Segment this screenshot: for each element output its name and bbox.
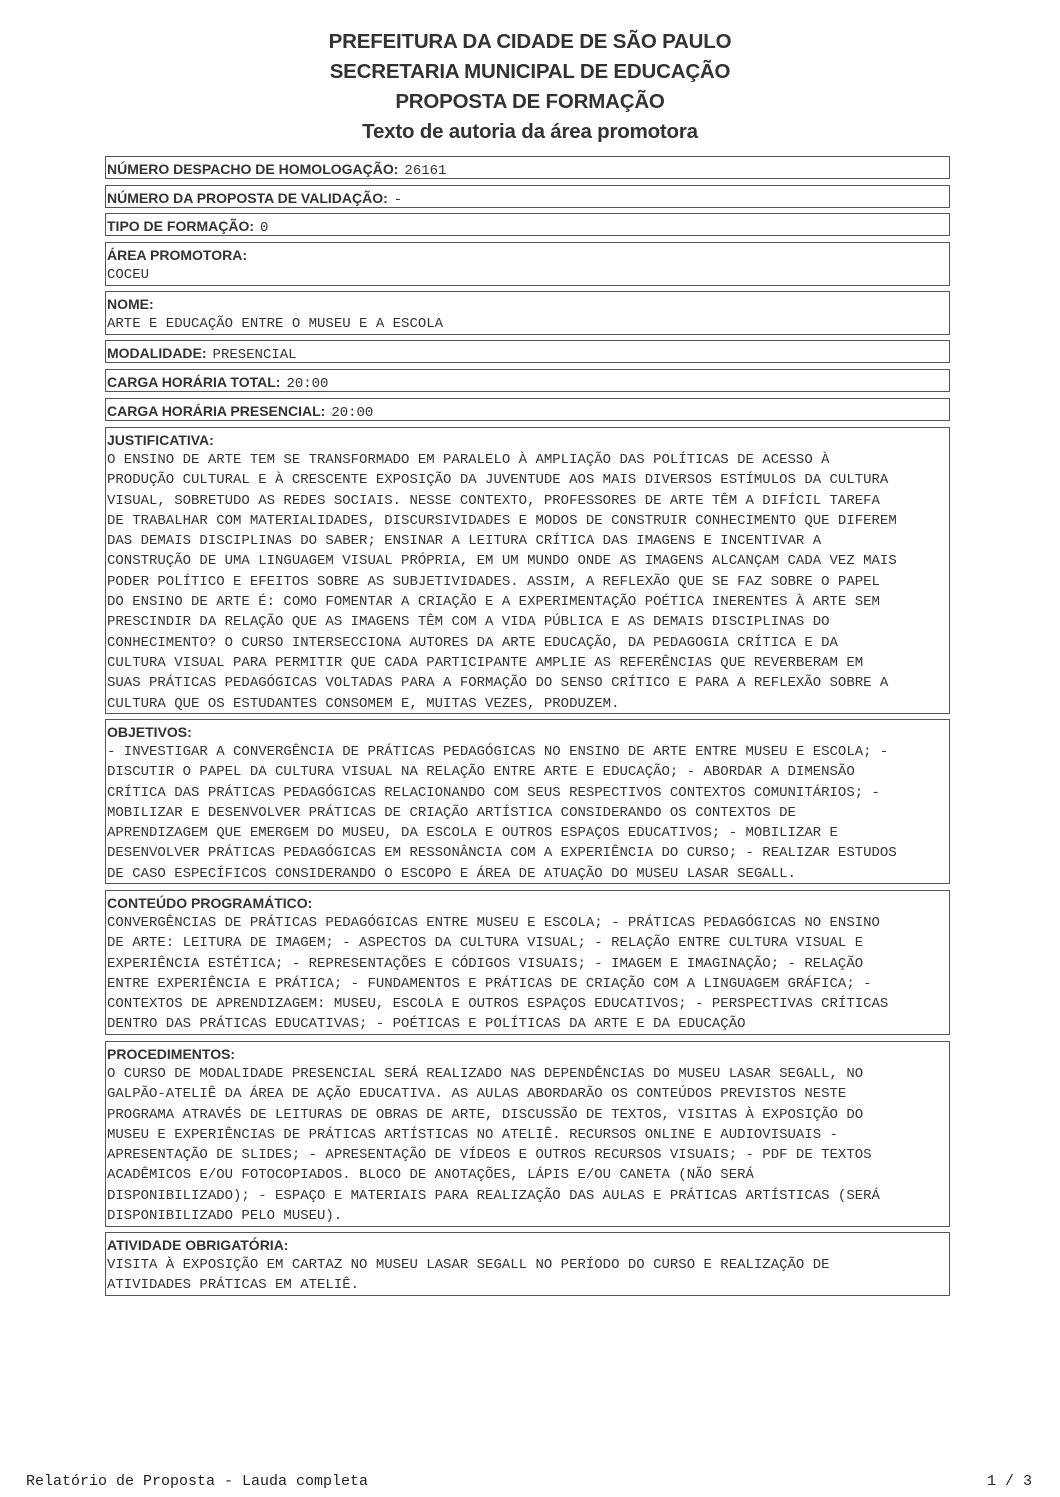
field-despacho (105, 156, 950, 179)
field-carga-total (105, 369, 950, 392)
field-label: CARGA HORÁRIA PRESENCIAL: (107, 403, 326, 419)
field-value: O CURSO DE MODALIDADE PRESENCIAL SERÁ REALIZADO NAS DEPENDÊNCIAS DO MUSEU LASAR SEGALL, NO GALPÃO-ATELIÊ DA ÁREA DE AÇÃO EDUCATIVA. AS AULAS ABORDARÃO OS CONTEÚDOS PREVISTOS NESTE PROGRAMA ATRAVÉS DE LEITURAS DE OBRAS DE ARTE, DISCUSSÃO DE TEXTOS, VISITAS À EXPOSIÇÃO DO MUSEU E EXPERIÊNCIAS DE PRÁTICAS ARTÍSTICAS NO ATELIÊ. RECURSOS ONLINE E AUDIOVISUAIS - APRESENTAÇÃO DE SLIDES; - APRESENTAÇÃO DE VÍDEOS E OUTROS RECURSOS VISUAIS; - PDF DE TEXTOS ACADÊMICOS E/OU FOTOCOPIADOS. BLOCO DE ANOTAÇÕES, LÁPIS E/OU CANETA (NÃO SERÁ DISPONIBILIZADO); - ESPAÇO E MATERIAIS PARA REALIZAÇÃO DAS AULAS E PRÁTICAS ARTÍSTICAS (SERÁ DISPONIBILIZADO PELO MUSEU). (107, 1066, 880, 1225)
header-prefeitura: PREFEITURA DA CIDADE DE SÃO PAULO (328, 30, 732, 53)
field-value: CONVERGÊNCIAS DE PRÁTICAS PEDAGÓGICAS ENTRE MUSEU E ESCOLA; - PRÁTICAS PEDAGÓGICAS NO ENSINO DE ARTE: LEITURA DE IMAGEM; - ASPECTOS DA CULTURA VISUAL; - RELAÇÃO ENTRE CULTURA VISUAL E EXPERIÊNCIA ESTÉTICA; - REPRESENTAÇÕES E CÓDIGOS VISUAIS; - IMAGEM E IMAGINAÇÃO; - RELAÇÃO ENTRE EXPERIÊNCIA E PRÁTICA; - FUNDAMENTOS E PRÁTICAS DE CRIAÇÃO COM A LINGUAGEM GRÁFICA; - CONTEXTOS DE APRENDIZAGEM: MUSEU, ESCOLA E OUTROS ESPAÇOS EDUCATIVOS; - PERSPECTIVAS CRÍTICAS DENTRO DAS PRÁTICAS EDUCATIVAS; - POÉTICAS E POLÍTICAS DA ARTE E DA EDUCAÇÃO (107, 915, 889, 1033)
field-conteudo-programatico (105, 890, 950, 1035)
field-label: CONTEÚDO PROGRAMÁTICO: (107, 895, 313, 911)
footer-report-title: Relatório de Proposta - Lauda completa (26, 1473, 369, 1490)
header-proposta: PROPOSTA DE FORMAÇÃO (395, 90, 665, 113)
field-value: PRESENCIAL (212, 347, 297, 363)
document-header (0, 27, 1060, 147)
field-value: 0 (260, 220, 269, 236)
field-procedimentos (105, 1041, 950, 1227)
field-label: NOME: (107, 296, 154, 312)
field-value: - INVESTIGAR A CONVERGÊNCIA DE PRÁTICAS PEDAGÓGICAS NO ENSINO DE ARTE ENTRE MUSEU E ESCOLA; - DISCUTIR O PAPEL DA CULTURA VISUAL NA RELAÇÃO ENTRE ARTE E EDUCAÇÃO; - ABORDAR A DIMENSÃO CRÍTICA DAS PRÁTICAS PEDAGÓGICAS RELACIONANDO COM SEUS RESPECTIVOS CONTEXTOS COMUNITÁRIOS; - MOBILIZAR E DESENVOLVER PRÁTICAS DE CRIAÇÃO ARTÍSTICA CONSIDERANDO OS CONTEXTOS DE APRENDIZAGEM QUE EMERGEM DO MUSEU, DA ESCOLA E OUTROS ESPAÇOS EDUCATIVOS; - MOBILIZAR E DESENVOLVER PRÁTICAS PEDAGÓGICAS EM RESSONÂNCIA COM A EXPERIÊNCIA DO CURSO; - REALIZAR ESTUDOS DE CASO ESPECÍFICOS CONSIDERANDO O ESCOPO E ÁREA DE ATUAÇÃO DO MUSEU LASAR SEGALL. (107, 744, 897, 882)
field-objetivos (105, 719, 950, 884)
header-secretaria: SECRETARIA MUNICIPAL DE EDUCAÇÃO (329, 60, 731, 83)
field-nome (105, 291, 950, 335)
field-label: MODALIDADE: (107, 345, 207, 361)
field-value: 20:00 (286, 376, 329, 392)
field-label: PROCEDIMENTOS: (107, 1046, 236, 1062)
field-value: VISITA À EXPOSIÇÃO EM CARTAZ NO MUSEU LASAR SEGALL NO PERÍODO DO CURSO E REALIZAÇÃO DE ATIVIDADES PRÁTICAS EM ATELIÊ. (107, 1257, 830, 1294)
field-value: O ENSINO DE ARTE TEM SE TRANSFORMADO EM PARALELO À AMPLIAÇÃO DAS POLÍTICAS DE ACESSO À PRODUÇÃO CULTURAL E À CRESCENTE EXPOSIÇÃO DA JUVENTUDE AOS MAIS DIVERSOS ESTÍMULOS DA CULTURA VISUAL, SOBRETUDO AS REDES SOCIAIS. NESSE CONTEXTO, PROFESSORES DE ARTE TÊM A DIFÍCIL TAREFA DE TRABALHAR COM MATERIALIDADES, DISCURSIVIDADES E MODOS DE CONSTRUIR CONHECIMENTO QUE DIFEREM DAS DEMAIS DISCIPLINAS DO SABER; ENSINAR A LEITURA CRÍTICA DAS IMAGENS E INCENTIVAR A CONSTRUÇÃO DE UMA LINGUAGEM VISUAL PRÓPRIA, EM UM MUNDO ONDE AS IMAGENS ALCANÇAM CADA VEZ MAIS PODER POLÍTICO E EFEITOS SOBRE AS SUBJETIVIDADES. ASSIM, A REFLEXÃO QUE SE FAZ SOBRE O PAPEL DO ENSINO DE ARTE É: COMO FOMENTAR A CRIAÇÃO E A EXPERIMENTAÇÃO POÉTICA INERENTES À ARTE SEM PRESCINDIR DA RELAÇÃO QUE AS IMAGENS TÊM COM A VIDA PÚBLICA E AS DEMAIS DISCIPLINAS DO CONHECIMENTO? O CURSO INTERSECCIONA AUTORES DA ARTE EDUCAÇÃO, DA PEDAGOGIA CRÍTICA E DA CULTURA VISUAL PARA PERMITIR QUE CADA PARTICIPANTE AMPLIE AS REFERÊNCIAS QUE REVERBERAM EM SUAS PRÁTICAS PEDAGÓGICAS VOLTADAS PARA A FORMAÇÃO DO SENSO CRÍTICO E PARA A REFLEXÃO SOBRE A CULTURA QUE OS ESTUDANTES CONSOMEM E, MUITAS VEZES, PRODUZEM. (107, 452, 897, 712)
field-value: 26161 (404, 163, 447, 179)
field-label: CARGA HORÁRIA TOTAL: (107, 374, 281, 390)
footer-page-number: 1 / 3 (986, 1473, 1032, 1490)
field-area-promotora (105, 242, 950, 286)
field-label: ÁREA PROMOTORA: (107, 247, 247, 263)
field-label: JUSTIFICATIVA: (107, 432, 214, 448)
field-modalidade (105, 340, 950, 363)
field-value: 20:00 (331, 405, 374, 421)
field-value: - (393, 192, 403, 208)
field-label: TIPO DE FORMAÇÃO: (107, 218, 254, 234)
header-subtitle: Texto de autoria da área promotora (362, 120, 698, 143)
field-atividade-obrigatoria (105, 1232, 950, 1296)
field-value: COCEU (107, 267, 150, 283)
field-tipo-formacao (105, 213, 950, 236)
field-label: NÚMERO DESPACHO DE HOMOLOGAÇÃO: (107, 161, 399, 177)
field-label: NÚMERO DA PROPOSTA DE VALIDAÇÃO: (107, 190, 388, 206)
field-value: ARTE E EDUCAÇÃO ENTRE O MUSEU E A ESCOLA (107, 316, 444, 332)
field-justificativa (105, 427, 950, 714)
field-label: OBJETIVOS: (107, 724, 192, 740)
field-carga-presencial (105, 398, 950, 421)
field-validacao (105, 185, 950, 208)
field-label: ATIVIDADE OBRIGATÓRIA: (107, 1237, 289, 1253)
